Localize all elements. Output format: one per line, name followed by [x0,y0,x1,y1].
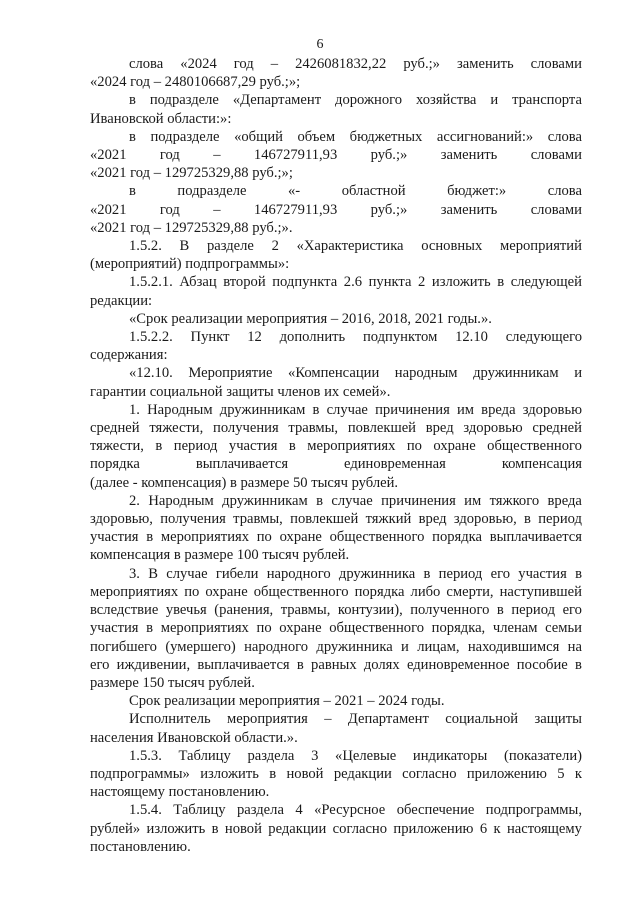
word: средней [532,420,582,437]
word: его [490,565,511,582]
word: «общий [234,128,283,145]
word: случае [166,565,208,582]
word: 12 [247,329,262,346]
word: участия [518,565,567,582]
text-line: компенсация в размере 100 тысяч рублей. [90,547,350,564]
word: руб.;» [370,201,408,218]
text-line: постановлению. [90,838,191,855]
word: год [159,147,180,164]
word: социальной [445,711,519,728]
word: дружинникам [219,401,306,418]
word: 2. [129,492,140,509]
word: Мероприятие [188,365,273,382]
word: членам [492,620,538,637]
text-line [90,128,582,146]
word: общественного [329,529,425,546]
word: год [159,201,180,218]
paragraph [90,91,582,127]
word: «- [288,183,301,200]
word: выплачивается [197,656,290,673]
word: в [296,656,304,673]
word: период [511,602,556,619]
word: к [493,820,501,837]
text-line [90,419,582,437]
text-line [90,619,582,637]
word: мероприятия [227,711,308,728]
word: охране [279,620,322,637]
paragraph [90,747,582,802]
word: его [90,656,110,673]
word: изложить [146,820,206,837]
word: в [288,438,296,455]
word: в [146,529,154,546]
word: изложить [431,274,491,291]
text-line: содержания: [90,347,168,364]
word: охране [205,583,248,600]
word: изложить [200,765,259,782]
word: В [148,565,158,582]
word: словами [530,201,582,218]
word: обеспечение [396,802,475,819]
text-line [90,601,582,619]
word: долях [363,656,400,673]
text-line [90,583,582,601]
word: иждивении, [116,656,191,673]
word: 2426081832,22 [295,56,387,72]
text-line [90,656,582,674]
word: компенсация [501,456,582,473]
word: причинения [375,401,450,418]
word: «12.10. [129,365,173,382]
word: «Целевые [335,747,397,764]
text-line: Срок реализации мероприятия – 2021 – 2024 годы. [129,693,445,710]
word: 5 [557,765,565,782]
text-line [90,91,582,109]
word: период [538,511,582,528]
word: в [316,492,323,509]
text-line [90,328,582,346]
text-line [90,765,582,783]
word: и [490,92,499,109]
word: тяжкий [365,511,412,528]
word: находившимся [467,638,560,655]
word: гибели [215,565,259,582]
word: Пункт [190,329,230,346]
word: 6 [479,820,488,837]
text-line [90,492,582,510]
word: вред [425,420,454,437]
text-line [90,455,582,473]
word: тяжести, [149,420,204,437]
word: Абзац [179,274,217,291]
text-line: населения Ивановской области.». [90,729,298,746]
word: мероприятий [499,238,582,255]
word: раздела [236,802,284,819]
word: раздела [247,747,295,764]
word: случае [331,492,373,509]
word: защиты [534,711,582,728]
word: областной [341,183,406,200]
text-line [90,528,582,546]
word: «2024 [180,56,217,72]
text-line: «2024 год – 2480106687,29 руб.;»; [90,74,301,91]
word: (ранения, [214,602,274,619]
text-line: «2021 год – 129725329,88 руб.;»; [90,165,293,182]
word: настоящему [506,820,582,837]
text-line [90,182,582,200]
word: им [464,492,482,509]
word: В [179,238,190,255]
word: в [155,438,163,455]
paragraph [90,182,582,237]
word: вреда [481,401,516,418]
word: заменить [440,201,498,218]
word: дружинника [316,638,393,655]
word: «Характеристика [296,238,404,255]
word: причинения [381,492,456,509]
word: порядка, [431,620,486,637]
word: редакции [333,765,392,782]
word: год [233,56,254,72]
word: наступившей [499,583,582,600]
word: 146727911,93 [253,147,338,164]
word: бюджет:» [447,183,507,200]
word: в [575,565,582,582]
word: 2.6 [343,274,363,291]
word: 1. [129,401,140,418]
word: его [562,602,582,619]
word: народным [394,365,458,382]
word: – [270,56,279,72]
word: охране [279,529,322,546]
word: – [213,147,221,164]
word: период [173,438,218,455]
word: редакции [268,820,327,837]
word: 1.5.2.2. [129,329,173,346]
paragraph [90,710,582,746]
paragraph [90,273,582,309]
word: пособие [516,656,568,673]
word: дорожного [335,92,403,109]
word: – [213,201,221,218]
word: вследствие [90,602,159,619]
word: заменить [440,147,498,164]
word: основных [421,238,483,255]
word: разделе [206,238,254,255]
text-line: Ивановской области:»: [90,110,232,127]
word: «2021 [90,147,127,164]
word: мероприятиях [160,529,250,546]
word: повлекшей [347,420,416,437]
word: народного [244,638,309,655]
word: единовременное [406,656,510,673]
text-line [90,55,582,73]
word: 4 [295,802,303,819]
word: заменить [457,56,514,72]
word: руб.;» [370,147,408,164]
word: в [312,401,320,418]
word: в [524,511,531,528]
text-line [90,237,582,255]
text-line: «Срок реализации мероприятия – 2016, 2018, 2021 годы.». [129,310,492,327]
paragraph [90,55,582,91]
word: на [567,638,582,655]
word: получения [160,511,226,528]
word: Департамент [347,711,429,728]
paragraph [90,401,582,492]
word: транспорта [512,92,582,109]
word: «Компенсации [288,365,380,382]
word: подразделе [150,128,220,145]
text-line: размере 150 тысяч рублей. [90,674,255,691]
word: погибшего [90,638,157,655]
word: подразделе [177,183,247,200]
text-line: гарантии социальной защиты членов их семей». [90,383,391,400]
word: общественного [253,583,349,600]
word: в [496,602,504,619]
word: подпунктом [362,329,438,346]
word: подпрограммы» [90,765,190,782]
word: травмы, [280,602,331,619]
text-line [90,747,582,765]
word: тяжести, [90,438,144,455]
word: контузии), [337,602,403,619]
text-line [90,510,582,528]
word: согласно [332,820,388,837]
word: в [129,128,136,145]
text-line [90,364,582,382]
word: 3. [129,565,140,582]
word: здоровью, [90,511,153,528]
word: Народным [147,401,213,418]
word: средней [90,420,140,437]
word: общественного [487,438,582,455]
text-line: настоящему постановлению. [90,784,270,801]
text-line [90,820,582,838]
document-body [90,55,582,856]
word: 2 [418,274,426,291]
paragraph [90,237,582,273]
word: в [497,274,505,291]
word: охране [433,438,476,455]
text-line [90,146,582,164]
word: в [423,565,431,582]
word: второй [223,274,266,291]
word: участия [228,438,278,455]
word: (показатели) [504,747,582,764]
word: «2021 [90,201,127,218]
word: мероприятиях [90,583,179,600]
paragraph [90,310,582,328]
word: тяжкого [489,492,540,509]
word: увечья [165,602,207,619]
word: объем [297,128,336,145]
word: в [129,183,136,200]
word: 1.5.2.1. [129,274,173,291]
word: в [575,656,582,673]
word: дружинникам [473,365,559,382]
word: пункта [368,274,412,291]
word: общественного [329,620,425,637]
word: Исполнитель [129,711,211,728]
text-line [90,710,582,728]
word: 1.5.3. [129,747,162,764]
word: новой [286,765,324,782]
word: травмы, [288,420,339,437]
word: единовременная [344,456,446,473]
word: слова [547,183,582,200]
word: травмы, [233,511,283,528]
word: порядка [354,583,405,600]
word: вреда [547,492,582,509]
word: и [401,638,409,655]
word: и [574,365,582,382]
text-line: редакции: [90,292,153,309]
word: новой [224,820,262,837]
word: участия [90,620,139,637]
paragraph [90,565,582,692]
paragraph [90,364,582,400]
word: полученного [410,602,490,619]
text-line [90,201,582,219]
word: лицам, [417,638,460,655]
word: порядка [432,529,483,546]
word: Народным [148,492,214,509]
word: к [574,765,582,782]
word: повлекшей [290,511,359,528]
word: порядка [90,456,140,473]
word: здоровью [463,420,523,437]
word: подразделе [149,92,219,109]
word: выплачивается [195,456,289,473]
text-line: (мероприятий) подпрограммы»: [90,256,290,273]
paragraph [90,128,582,183]
paragraph [90,801,582,856]
word: семьи [545,620,582,637]
word: подпрограммы, [485,802,582,819]
word: по [256,529,272,546]
text-line [90,273,582,291]
word: период [438,565,483,582]
word: участия [90,529,139,546]
word: Таблицу [173,802,226,819]
word: случае [326,401,368,418]
word: согласно [402,765,457,782]
word: рублей» [90,820,141,837]
word: в [211,820,219,837]
text-line [90,401,582,419]
word: мероприятиях [307,438,396,455]
word: либо [410,583,441,600]
page-number: 6 [316,37,324,52]
word: смерти, [446,583,494,600]
word: вред [418,511,447,528]
word: словами [530,147,582,164]
word: ассигнований:» [436,128,534,145]
word: «Ресурсное [314,802,386,819]
word: слова [547,128,582,145]
word: 12.10 [455,329,488,346]
word: приложению [393,820,474,837]
word: – [324,711,332,728]
word: по [256,620,272,637]
word: следующей [510,274,582,291]
word: по [184,583,200,600]
text-line [90,801,582,819]
word: получения [213,420,279,437]
word: 1.5.2. [129,238,162,255]
text-line: (далее - компенсация) в размере 50 тысяч рублей. [90,474,399,491]
text-line [90,565,582,583]
word: слова [129,56,164,72]
word: индикаторы [412,747,488,764]
text-line: «2021 год – 129725329,88 руб.;». [90,219,293,236]
word: им [456,401,474,418]
word: хозяйства [416,92,477,109]
word: Таблицу [178,747,231,764]
word: дополнить [279,329,346,346]
word: руб.;» [403,56,440,72]
word: 2 [271,238,279,255]
word: равных [311,656,357,673]
word: в [269,765,277,782]
word: подпункта [272,274,338,291]
word: дружинника [338,565,416,582]
word: бюджетных [349,128,423,145]
word: приложению [466,765,547,782]
word: (умершего) [165,638,236,655]
word: «Департамент [232,92,322,109]
paragraph [90,492,582,565]
word: словами [530,56,582,72]
word: следующего [505,329,582,346]
text-line [90,437,582,455]
word: дружинникам [222,492,308,509]
word: 1.5.4. [129,802,162,819]
paragraph [90,328,582,364]
word: народного [266,565,331,582]
word: здоровью [522,401,582,418]
word: здоровью, [453,511,517,528]
text-line [90,638,582,656]
word: мероприятиях [160,620,249,637]
word: 146727911,93 [253,201,338,218]
paragraph [90,692,582,710]
word: в [146,620,154,637]
word: 3 [311,747,319,764]
word: по [406,438,422,455]
word: в [129,92,136,109]
word: выплачивается [489,529,582,546]
